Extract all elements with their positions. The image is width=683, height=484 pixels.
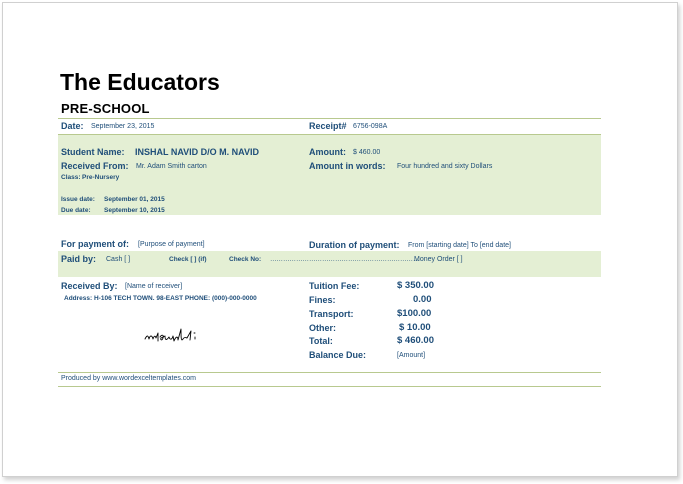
balance-due-value: [Amount] bbox=[397, 352, 426, 359]
payment-purpose-label: For payment of: bbox=[61, 239, 130, 249]
receipt-page bbox=[2, 2, 678, 477]
paid-by-band bbox=[58, 251, 601, 277]
fee-value-transport: $100.00 bbox=[397, 308, 432, 319]
due-date-value: September 10, 2015 bbox=[104, 207, 165, 214]
payment-duration-label: Duration of payment: bbox=[309, 240, 400, 250]
produced-by: Produced by www.wordexceltemplates.com bbox=[61, 375, 197, 382]
amount-in-words-label: Amount in words: bbox=[309, 161, 386, 171]
receipt-number-value: 6756-098A bbox=[353, 123, 388, 130]
received-from-value: Mr. Adam Smith carton bbox=[136, 163, 207, 170]
fee-label-other: Other: bbox=[309, 323, 336, 333]
issue-date-value: September 01, 2015 bbox=[104, 196, 165, 203]
date-label: Date: bbox=[61, 121, 84, 131]
fee-value-tuition: $ 350.00 bbox=[397, 280, 434, 291]
payment-duration-value: From [starting date] To [end date] bbox=[408, 242, 511, 249]
receipt-number-label: Receipt# bbox=[309, 121, 347, 131]
fee-label-fines: Fines: bbox=[309, 295, 336, 305]
fee-value-fines: 0.00 bbox=[413, 294, 432, 305]
due-date-label: Due date: bbox=[61, 207, 91, 214]
paid-by-label: Paid by: bbox=[61, 254, 97, 264]
school-address: Address: H-106 TECH TOWN. 98-EAST PHONE: (000)-000-0000 bbox=[64, 295, 257, 302]
fee-value-total: $ 460.00 bbox=[397, 335, 434, 346]
class-label: Class: bbox=[61, 174, 81, 181]
balance-due-label: Balance Due: bbox=[309, 350, 367, 360]
student-name-value: INSHAL NAVID D/O M. NAVID bbox=[135, 147, 260, 157]
fee-label-tuition: Tuition Fee: bbox=[309, 281, 360, 291]
student-name-label: Student Name: bbox=[61, 147, 125, 157]
amount-label: Amount: bbox=[309, 147, 346, 157]
fee-label-transport: Transport: bbox=[309, 309, 354, 319]
received-from-label: Received From: bbox=[61, 161, 129, 171]
issue-date-label: Issue date: bbox=[61, 196, 95, 203]
received-by-value: [Name of receiver] bbox=[125, 283, 183, 290]
top-divider bbox=[58, 118, 601, 119]
amount-in-words-value: Four hundred and sixty Dollars bbox=[397, 163, 493, 170]
school-name: The Educators bbox=[60, 69, 220, 95]
class-value: Pre-Nursery bbox=[82, 174, 120, 181]
amount-value: $ 460.00 bbox=[353, 149, 381, 156]
date-value: September 23, 2015 bbox=[91, 123, 155, 130]
money-order-option: Money Order [ ] bbox=[414, 256, 463, 263]
payment-purpose-value: [Purpose of payment] bbox=[138, 241, 205, 248]
fee-value-other: $ 10.00 bbox=[399, 322, 431, 333]
received-by-label: Received By: bbox=[61, 281, 118, 291]
bottom-divider bbox=[58, 386, 601, 387]
cash-option: Cash [ ] bbox=[106, 256, 131, 263]
school-type: PRE-SCHOOL bbox=[61, 101, 150, 116]
fee-label-total: Total: bbox=[309, 336, 333, 346]
check-number-label: Check No: bbox=[229, 256, 262, 263]
check-option: Check [ ] (if) bbox=[169, 256, 207, 263]
check-number-line: …………………………………………………………… bbox=[270, 256, 420, 263]
footer-divider bbox=[58, 372, 601, 373]
receiver-signature bbox=[143, 325, 207, 347]
